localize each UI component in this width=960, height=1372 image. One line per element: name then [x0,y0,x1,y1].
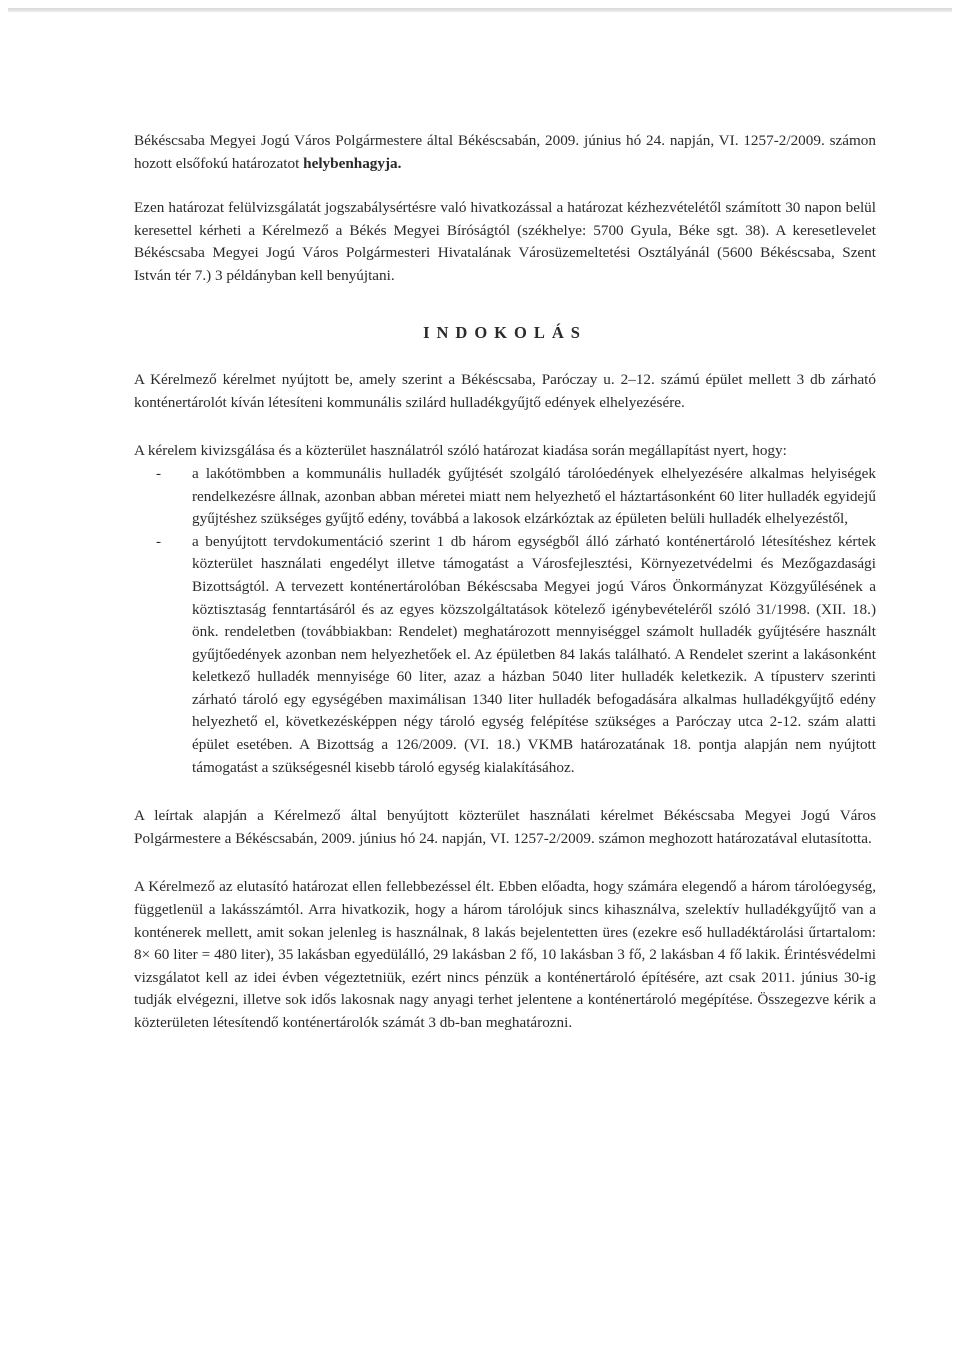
intro-paragraph [134,130,876,175]
intro-decision: helybenhagyja. [303,154,402,172]
bullet-marker: - [156,532,162,550]
list-item [134,463,876,531]
list-item-text: a lakótömbben a kommunális hulladék gyűjtését szolgáló tárolóedények elhelyezésére alkalmas helyiségek rendelkezésre állnak, azonban abban méretei miatt nem helyezhető el háztartásonként 60 liter hulladék egyidejű gyűjtéshez szükséges gyűjtő edény, továbbá a lakosok elzárkóztak az épületen belüli hulladék elhelyezéstől, [192,464,876,528]
reasoning-paragraph-1: A Kérelmező kérelmet nyújtott be, amely szerint a Békéscsaba, Paróczay u. 2–12. számú épület mellett 3 db zárható konténertárolót kíván létesíteni kommunális szilárd hulladékgyűjtő edények elhelyezésére. [134,371,876,411]
reasoning-paragraph-3: A leírtak alapján a Kérelmező által benyújtott közterület használati kérelmet Békéscsaba Megyei Jogú Város Polgármestere a Békéscsabán, 2009. június hó 24. napján, VI. 1257-2/2009. számon meghozott határozatával elutasította. [134,807,876,847]
appeal-notice-paragraph: Ezen határozat felülvizsgálatát jogszabálysértésre való hivatkozással a határozat kézhezvételétől számított 30 napon belül keresettel kérheti a Kérelmező a Békés Megyei Bíróságtól (székhelye: 5700 Gyula, Béke sgt. 38). A keresetlevelet Békéscsaba Megyei Jogú Város Polgármesteri Hivatalának Városüzemeltetési Osztályánál (5600 Békéscsaba, Szent István tér 7.) 3 példányban kell benyújtani. [134,199,876,284]
list-item-text: a benyújtott tervdokumentáció szerint 1 db három egységből álló zárható konténertároló létesítéshez kértek közterület használati engedélyt illetve támogatást a Városfejlesztési, Környezetvédelmi és Mezőgazdasági Bizottságtól. A tervezett konténertárolóban Békéscsaba Megyei jogú Város Önkormányzat Közgyűlésének a köztisztaság fenntartásáról és az egyes közszolgáltatások kötelező igénybevételéről szóló 31/1998. (XII. 18.) önk. rendeletben (továbbiakban: Rendelet) meghatározott mennyiséggel számolt hulladék gyűjtésére használt gyűjtőedények azonban nem helyezhetőek el. Az épületben 84 lakás található. A Rendelet szerint a lakásonként keletkező hulladék mennyisége 60 liter, azaz a házban 5040 liter hulladék keletkezik. A típusterv szerinti zárható tároló egy egységében maximálisan 1340 liter hulladék befogadására alkalmas hulladékgyűjtő edény helyezhető el, következésképpen négy tároló egység felépítése szükséges a Paróczay utca 2-12. szám alatti épület esetében. A Bizottság a 126/2009. (VI. 18.) VKMB határozatának 18. pontja alapján nem nyújtott támogatást a szükségesnél kisebb tároló egység kialakításához. [192,532,876,776]
list-item [134,531,876,780]
intro-text: Békéscsaba Megyei Jogú Város Polgármestere által Békéscsabán, 2009. június hó 24. napján, VI. 1257-2/2009. számon hozott elsőfokú határozatot [134,132,876,172]
findings-list [134,463,876,779]
document-body [134,130,876,1035]
reasoning-paragraph-2-intro: A kérelem kivizsgálása és a közterület használatról szóló határozat kiadása során megállapítást nyert, hogy: [134,442,787,460]
reasoning-paragraph-4: A Kérelmező az elutasító határozat ellen fellebbezéssel élt. Ebben előadta, hogy számára elegendő a három tárolóegység, függetlenül a lakásszámtól. Arra hivatkozik, hogy a három tárolójuk sincs kihasználva, szelektív hulladékgyűjtő van a konténerek mellett, amit sokan jelenleg is használnak, 8 lakás bejelentetten üres (ezekre eső hulladéktárolási űrtartalom: 8× 60 liter = 480 liter), 35 lakásban egyedülálló, 29 lakásban 2 fő, 10 lakásban 3 fő, 2 lakásban 4 fő lakik. Érintésvédelmi vizsgálatot kell az idei évben végeztetniük, ezért nincs pénzük a konténertároló építésére, azt csak 2011. június 30-ig tudják elvégezni, illetve sok idős lakosnak nagy anyagi terhet jelentene a konténertároló megépítése. Összegezve kérik a közterületen létesítendő konténertárolók számát 3 db-ban meghatározni. [134,878,876,1031]
section-heading: INDOKOLÁS [423,322,587,342]
bullet-marker: - [156,464,162,482]
scan-top-edge [8,8,952,12]
